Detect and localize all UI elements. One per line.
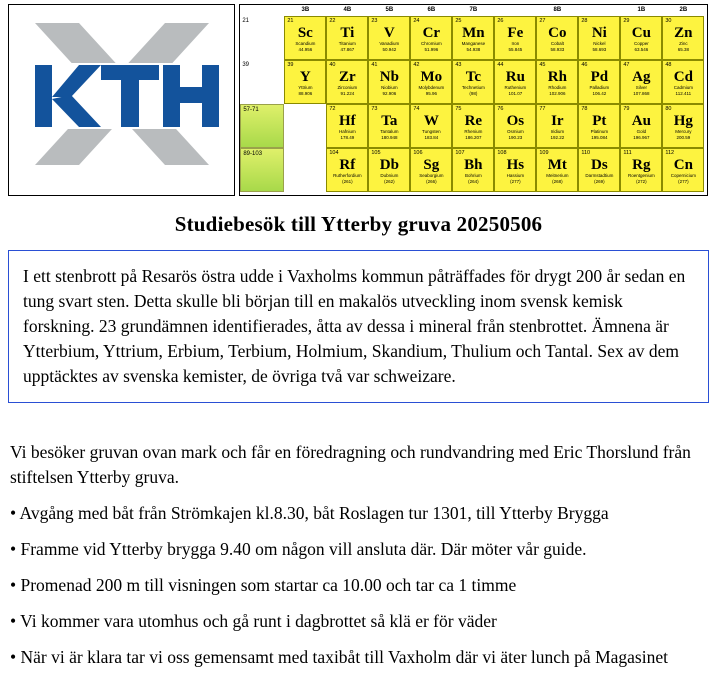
element-number: 109 xyxy=(539,150,549,156)
group-header: 3B xyxy=(301,7,310,13)
element-mass: 180.948 xyxy=(381,135,398,140)
periodic-table-image xyxy=(239,4,708,196)
element-mass: 192.22 xyxy=(550,135,565,140)
element-mass: 195.084 xyxy=(591,135,608,140)
element-mass: 51.996 xyxy=(424,47,439,52)
periodic-table-grid xyxy=(240,5,708,195)
element-name: Roentgenium xyxy=(627,173,655,178)
element-symbol: V xyxy=(383,25,395,41)
element-mass: (266) xyxy=(426,179,437,184)
element-mass: 54.938 xyxy=(466,47,481,52)
element-mass: 95.96 xyxy=(425,91,437,96)
element-cell xyxy=(284,148,326,192)
element-number: 108 xyxy=(497,150,507,156)
periodic-table-row xyxy=(240,60,708,104)
element-number: 46 xyxy=(581,62,588,68)
page-title: Studiebesök till Ytterby gruva 20250506 xyxy=(174,212,543,236)
element-mass: 200.59 xyxy=(676,135,691,140)
element-name: Hafnium xyxy=(338,129,356,134)
element-symbol: Cu xyxy=(631,25,651,41)
element-cell xyxy=(368,148,410,192)
element-number: 21 xyxy=(287,18,294,24)
element-name: Rhodium xyxy=(548,85,567,90)
group-header: 6B xyxy=(427,7,436,13)
element-cell xyxy=(536,60,578,104)
element-number: 106 xyxy=(413,150,423,156)
element-cell xyxy=(368,16,410,60)
element-cell xyxy=(284,60,326,104)
element-number: 105 xyxy=(371,150,381,156)
element-name: Hassium xyxy=(506,173,525,178)
element-name: Silver xyxy=(635,85,647,90)
element-mass: 55.845 xyxy=(508,47,523,52)
element-mass: 196.967 xyxy=(633,135,650,140)
element-number: 74 xyxy=(413,106,420,112)
group-header: 4B xyxy=(343,7,352,13)
element-cell xyxy=(410,148,452,192)
element-mass: 190.23 xyxy=(508,135,523,140)
element-symbol: Pt xyxy=(592,113,607,129)
periodic-table-row-label: 89-103 xyxy=(240,148,284,192)
element-cell xyxy=(662,148,704,192)
element-name: Gold xyxy=(636,129,647,134)
element-name: Rhenium xyxy=(464,129,483,134)
body-bullet: • När vi är klara tar vi oss gemensamt med taxibåt till Vaxholm där vi äter lunch på Magasinet xyxy=(10,647,668,667)
element-number: 110 xyxy=(581,150,591,156)
element-mass: 102.906 xyxy=(549,91,566,96)
element-number: 29 xyxy=(623,18,630,24)
element-symbol: Ag xyxy=(632,69,651,85)
element-number: 77 xyxy=(539,106,546,112)
element-mass: 58.693 xyxy=(592,47,607,52)
element-cell xyxy=(326,148,368,192)
element-cell xyxy=(536,16,578,60)
element-number: 28 xyxy=(581,18,588,24)
element-number: 47 xyxy=(623,62,630,68)
element-name: Cadmium xyxy=(673,85,693,90)
element-name: Niobium xyxy=(381,85,398,90)
element-cell xyxy=(410,104,452,148)
element-number: 44 xyxy=(497,62,504,68)
element-cell xyxy=(620,60,662,104)
element-symbol: Zr xyxy=(339,69,356,85)
element-mass: (277) xyxy=(510,179,521,184)
element-symbol: Cn xyxy=(673,157,693,173)
element-cell xyxy=(536,148,578,192)
highlight-box-text: I ett stenbrott på Resarös östra udde i Vaxholms kommun påträffades för drygt 200 år sedan en tung svart sten. Detta skulle bli början till en makalös utveckling inom svensk kemisk forskning. 23 grundämnen identifierades, åtta av dessa i mineral från stenbrottet. Ämnena är Ytterbium, Yttrium, Erbium, Terbium, Holmium, Skandium, Thulium och Tantal. Sex av dem upptäcktes av svenska kemister, de övriga två var schweizare. xyxy=(23,266,686,386)
element-number: 39 xyxy=(287,62,294,68)
element-symbol: Mo xyxy=(420,69,443,85)
header-band xyxy=(8,4,708,196)
element-name: Manganese xyxy=(461,41,486,46)
group-header xyxy=(578,5,620,16)
element-symbol: Sc xyxy=(297,25,313,41)
element-symbol: Ti xyxy=(340,25,355,41)
element-name: Tungsten xyxy=(422,129,441,134)
element-number: 111 xyxy=(623,150,632,156)
element-symbol: Rg xyxy=(632,157,651,173)
element-cell xyxy=(620,16,662,60)
element-symbol: Au xyxy=(631,113,651,129)
element-mass: 186.207 xyxy=(465,135,482,140)
element-mass: 107.868 xyxy=(633,91,650,96)
element-number: 26 xyxy=(497,18,504,24)
element-cell xyxy=(368,104,410,148)
periodic-table-row-label: 39 xyxy=(242,62,250,68)
element-symbol: Tc xyxy=(465,69,481,85)
element-name: Chromium xyxy=(420,41,442,46)
element-mass: (261) xyxy=(342,179,353,184)
periodic-table-row xyxy=(240,148,708,192)
element-cell xyxy=(452,60,494,104)
element-symbol: Re xyxy=(464,113,483,129)
element-number: 80 xyxy=(665,106,672,112)
element-name: Ruthenium xyxy=(504,85,527,90)
element-cell xyxy=(662,104,704,148)
periodic-table-row xyxy=(240,104,708,148)
element-cell xyxy=(620,104,662,148)
element-mass: (268) xyxy=(552,179,563,184)
element-mass: 106.42 xyxy=(592,91,607,96)
element-number: 72 xyxy=(329,106,336,112)
element-number: 112 xyxy=(665,150,675,156)
element-symbol: Mn xyxy=(462,25,485,41)
element-mass: 88.906 xyxy=(298,91,313,96)
element-cell xyxy=(578,148,620,192)
body-bullet: • Promenad 200 m till visningen som startar ca 10.00 och tar ca 1 timme xyxy=(10,575,517,595)
element-mass: 65.38 xyxy=(677,47,689,52)
element-name: Titanium xyxy=(338,41,356,46)
element-cell xyxy=(284,16,326,60)
element-cell xyxy=(662,16,704,60)
element-symbol: W xyxy=(423,113,439,129)
periodic-table-group-headers xyxy=(240,5,708,16)
element-name: Technetium xyxy=(461,85,485,90)
group-header: 1B xyxy=(637,7,646,13)
element-name: Rutherfordium xyxy=(333,173,362,178)
element-number: 78 xyxy=(581,106,588,112)
element-cell xyxy=(578,104,620,148)
kth-logo-box xyxy=(8,4,235,196)
element-number: 30 xyxy=(665,18,672,24)
element-name: Meitnerium xyxy=(546,173,569,178)
element-symbol: Db xyxy=(379,157,399,173)
element-number: 42 xyxy=(413,62,420,68)
highlight-box xyxy=(8,250,709,403)
body-bullet: • Avgång med båt från Strömkajen kl.8.30, båt Roslagen tur 1301, till Ytterby Brygga xyxy=(10,503,609,523)
periodic-table-row-label: 57-71 xyxy=(240,104,284,148)
element-name: Mercury xyxy=(675,129,692,134)
body-bullet: • Vi kommer vara utomhus och gå runt i dagbrottet så klä er för väder xyxy=(10,611,497,631)
element-symbol: Ni xyxy=(591,25,607,41)
element-mass: 92.906 xyxy=(382,91,397,96)
element-cell xyxy=(410,16,452,60)
element-cell xyxy=(494,16,536,60)
element-mass: 183.84 xyxy=(424,135,439,140)
element-mass: 58.933 xyxy=(550,47,565,52)
element-number: 79 xyxy=(623,106,630,112)
element-number: 75 xyxy=(455,106,462,112)
element-symbol: Cr xyxy=(422,25,441,41)
element-symbol: Rh xyxy=(547,69,567,85)
body-bullet: • Framme vid Ytterby brygga 9.40 om någon vill ansluta där. Där möter vår guide. xyxy=(10,539,587,559)
element-name: Tantalum xyxy=(380,129,399,134)
element-name: Iron xyxy=(511,41,520,46)
element-number: 40 xyxy=(329,62,336,68)
element-name: Nickel xyxy=(593,41,606,46)
group-header: 5B xyxy=(385,7,394,13)
element-cell xyxy=(494,60,536,104)
element-number: 24 xyxy=(413,18,420,24)
element-cell xyxy=(284,104,326,148)
element-cell xyxy=(578,16,620,60)
element-name: Yttrium xyxy=(298,85,313,90)
element-mass: (98) xyxy=(469,91,478,96)
element-number: 48 xyxy=(665,62,672,68)
element-symbol: Zn xyxy=(674,25,693,41)
element-name: Molybdenum xyxy=(418,85,445,90)
element-number: 22 xyxy=(329,18,336,24)
element-symbol: Sg xyxy=(423,157,440,173)
element-mass: (262) xyxy=(384,179,395,184)
element-number: 27 xyxy=(539,18,546,24)
kth-logo-icon xyxy=(17,15,227,185)
element-name: Platinum xyxy=(590,129,609,134)
element-mass: (272) xyxy=(636,179,647,184)
element-cell xyxy=(326,60,368,104)
element-cell xyxy=(368,60,410,104)
element-mass: 91.224 xyxy=(340,91,355,96)
element-mass: (269) xyxy=(594,179,605,184)
element-cell xyxy=(410,60,452,104)
element-name: Bohrium xyxy=(464,173,482,178)
element-name: Iridium xyxy=(550,129,565,134)
element-symbol: Hs xyxy=(506,157,525,173)
element-symbol: Ta xyxy=(381,113,398,129)
element-mass: 47.867 xyxy=(340,47,355,52)
element-cell xyxy=(662,60,704,104)
element-number: 25 xyxy=(455,18,462,24)
element-name: Dubnium xyxy=(380,173,399,178)
element-symbol: Co xyxy=(548,25,567,41)
element-symbol: Os xyxy=(506,113,525,129)
element-cell xyxy=(494,148,536,192)
element-symbol: Ir xyxy=(551,113,564,129)
element-cell xyxy=(326,16,368,60)
element-name: Palladium xyxy=(589,85,610,90)
element-number: 104 xyxy=(329,150,339,156)
element-name: Copper xyxy=(633,41,649,46)
element-name: Vanadium xyxy=(379,41,400,46)
element-symbol: Hg xyxy=(673,113,693,129)
element-symbol: Fe xyxy=(507,25,524,41)
element-symbol: Cd xyxy=(673,69,693,85)
element-symbol: Mt xyxy=(547,157,567,173)
element-mass: 101.07 xyxy=(508,91,523,96)
element-mass: 178.49 xyxy=(340,135,355,140)
group-header: 7B xyxy=(469,7,478,13)
periodic-table-row-label: 21 xyxy=(242,18,250,24)
element-cell xyxy=(452,148,494,192)
element-name: Seaborgium xyxy=(419,173,444,178)
element-mass: (277) xyxy=(678,179,689,184)
body-text xyxy=(10,440,716,681)
body-intro-paragraph: Vi besöker gruvan ovan mark och får en föredragning och rundvandring med Eric Thorslund från stiftelsen Ytterby gruva. xyxy=(10,442,691,487)
element-symbol: Nb xyxy=(379,69,399,85)
element-number: 107 xyxy=(455,150,465,156)
element-number: 41 xyxy=(371,62,378,68)
element-mass: (264) xyxy=(468,179,479,184)
group-header xyxy=(494,5,536,16)
element-name: Darmstadtium xyxy=(585,173,614,178)
element-cell xyxy=(452,16,494,60)
element-symbol: Pd xyxy=(590,69,609,85)
element-cell xyxy=(578,60,620,104)
element-cell xyxy=(452,104,494,148)
element-number: 43 xyxy=(455,62,462,68)
element-name: Cobalt xyxy=(550,41,564,46)
element-mass: 112.411 xyxy=(675,91,692,96)
element-number: 45 xyxy=(539,62,546,68)
element-symbol: Ds xyxy=(591,157,608,173)
element-cell xyxy=(326,104,368,148)
element-mass: 63.546 xyxy=(634,47,649,52)
element-symbol: Ru xyxy=(505,69,525,85)
element-cell xyxy=(536,104,578,148)
element-name: Osmium xyxy=(506,129,524,134)
element-name: Copernicium xyxy=(670,173,696,178)
element-number: 23 xyxy=(371,18,378,24)
element-name: Zinc xyxy=(679,41,688,46)
element-name: Zirconium xyxy=(337,85,358,90)
element-mass: 44.956 xyxy=(298,47,313,52)
element-number: 76 xyxy=(497,106,504,112)
group-header: 8B xyxy=(553,7,562,13)
element-symbol: Bh xyxy=(464,157,483,173)
element-symbol: Rf xyxy=(339,157,356,173)
element-number: 73 xyxy=(371,106,378,112)
element-symbol: Y xyxy=(299,69,311,85)
group-header: 2B xyxy=(679,7,688,13)
element-symbol: Hf xyxy=(339,113,356,129)
element-cell xyxy=(494,104,536,148)
element-cell xyxy=(620,148,662,192)
periodic-table-row xyxy=(240,16,708,60)
element-name: Scandium xyxy=(295,41,316,46)
element-mass: 50.942 xyxy=(382,47,397,52)
